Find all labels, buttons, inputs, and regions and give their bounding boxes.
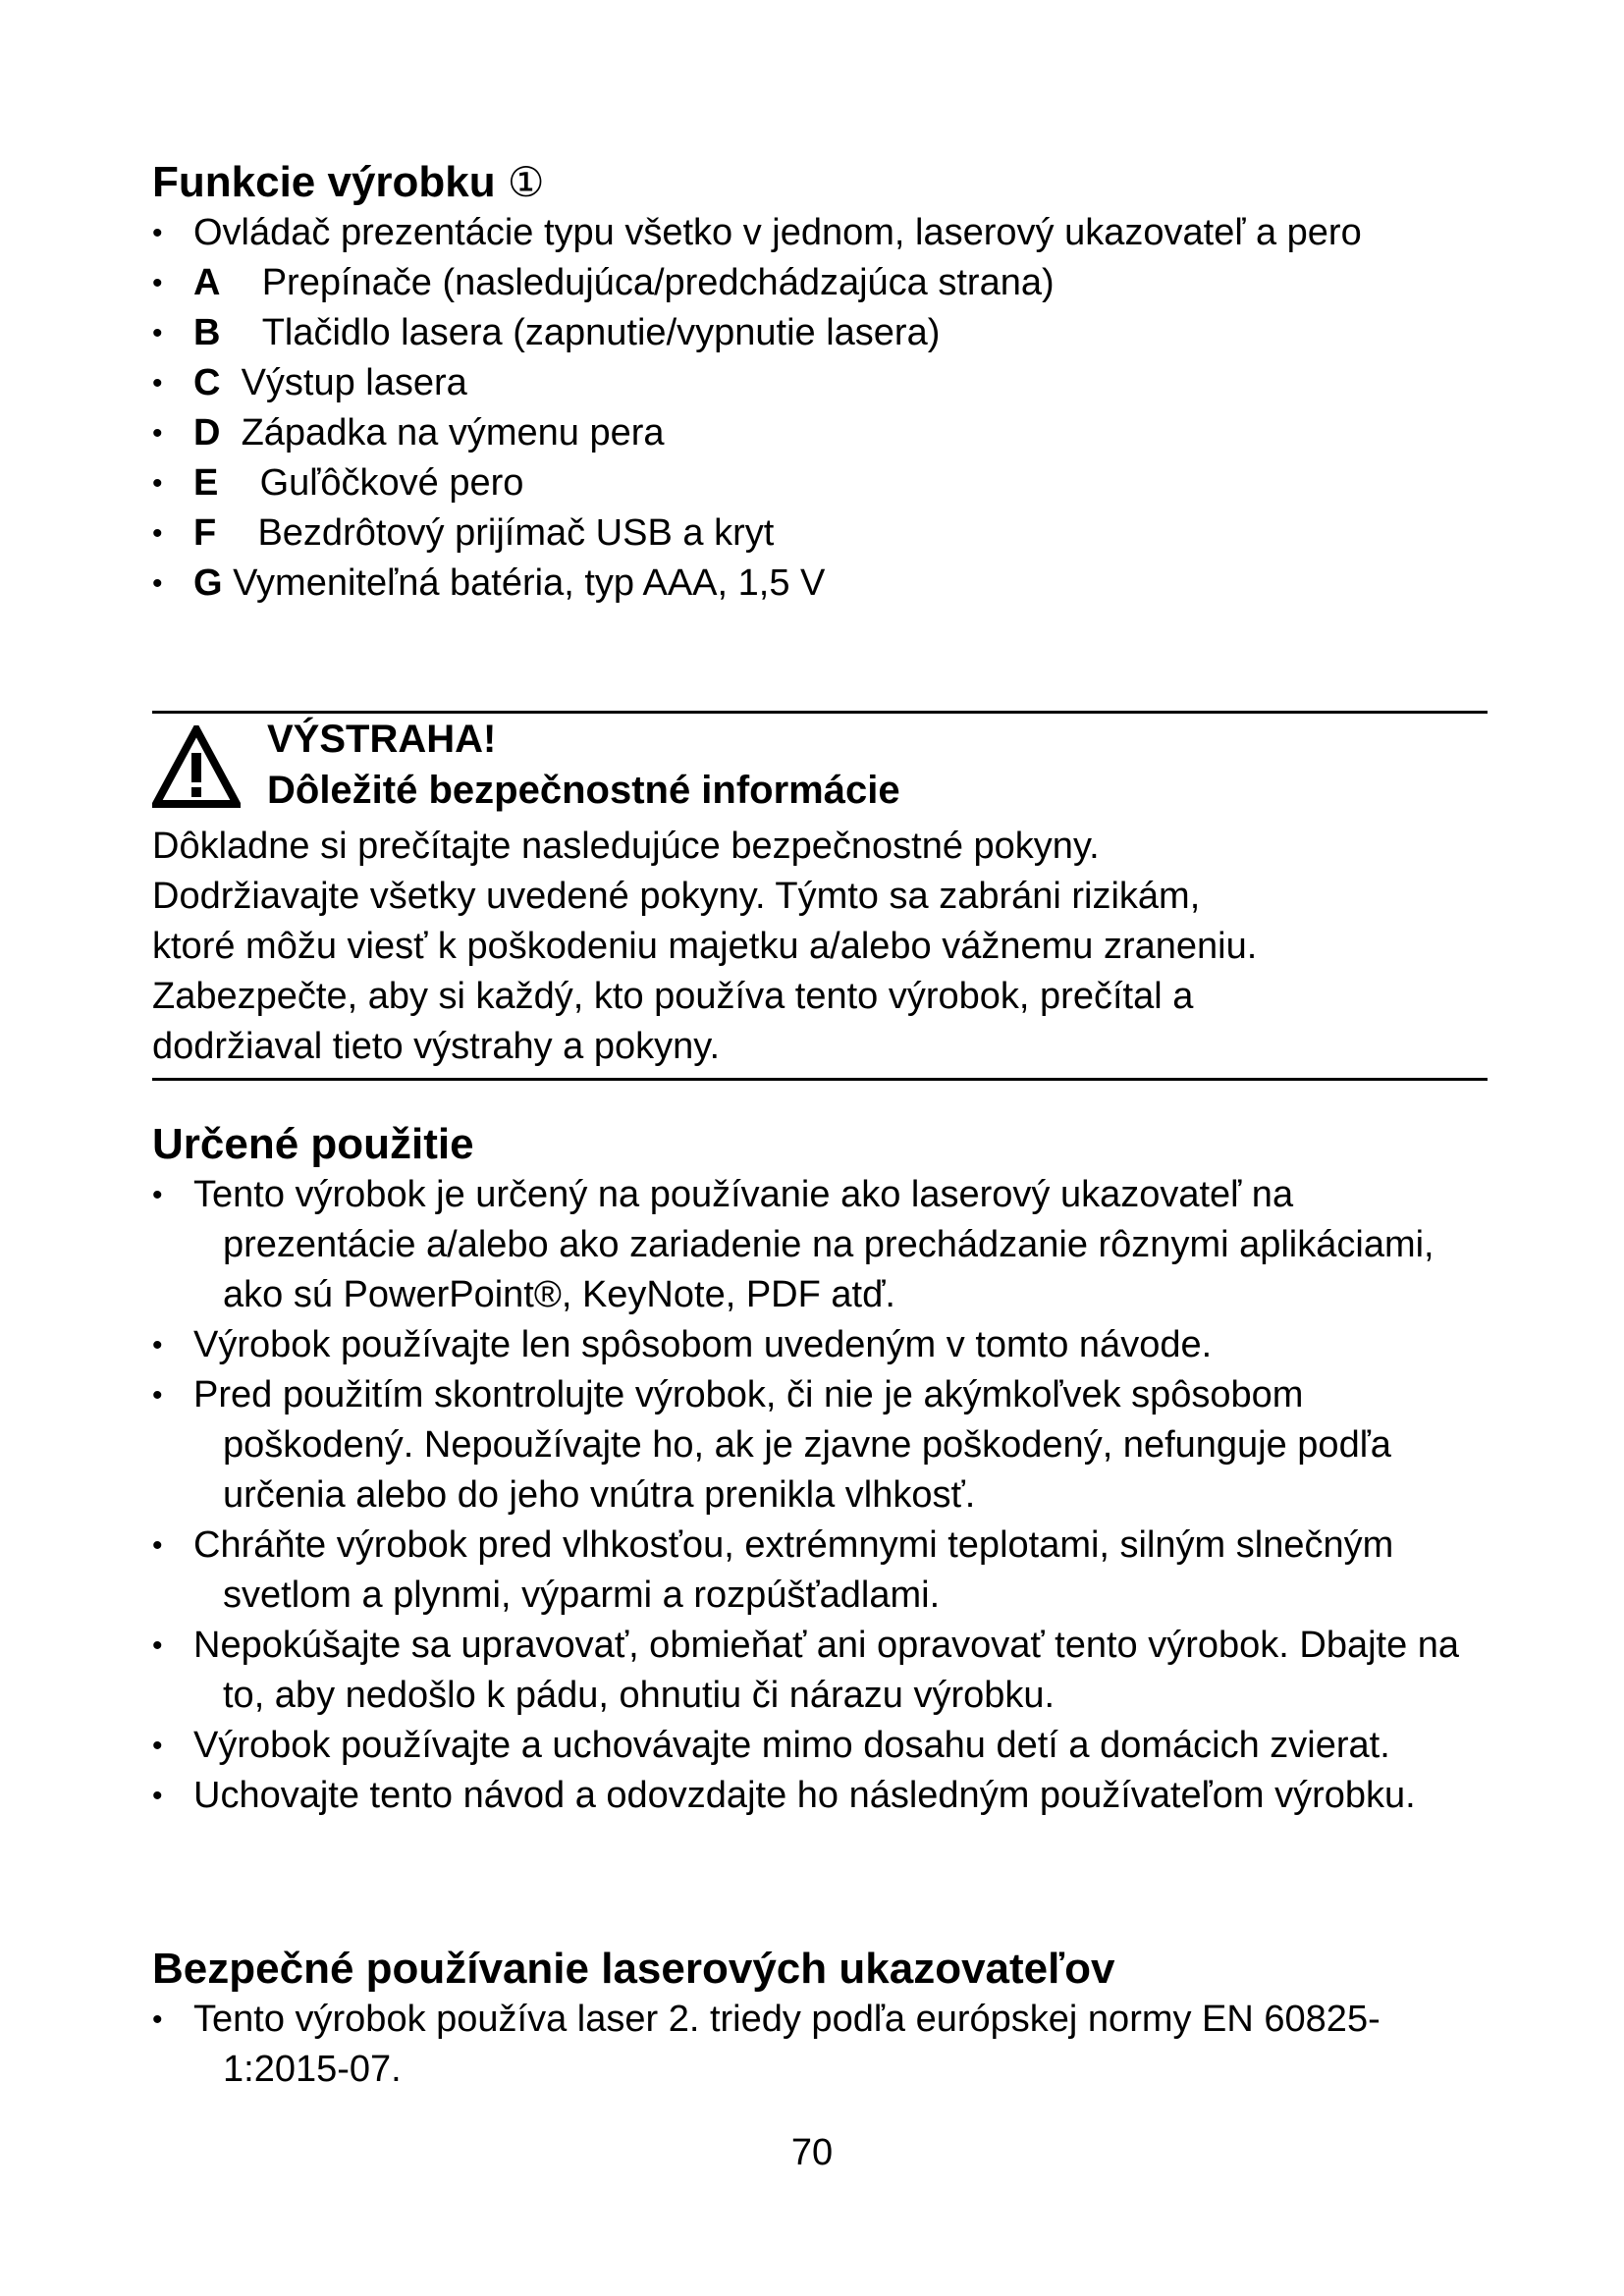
section-title-laser-safety: Bezpečné používanie laserových ukazovateľov bbox=[152, 1945, 1115, 1993]
laser-safety-list bbox=[152, 1995, 1488, 2095]
list-item: • B Tlačidlo lasera (zapnutie/vypnutie lasera) bbox=[152, 308, 1488, 358]
list-item: • Ovládač prezentácie typu všetko v jednom, laserový ukazovateľ a pero bbox=[152, 208, 1488, 258]
warning-triangle-icon bbox=[152, 725, 241, 808]
list-item: • F Bezdrôtový prijímač USB a kryt bbox=[152, 508, 1488, 559]
list-item: • G Vymeniteľná batéria, typ AAA, 1,5 V bbox=[152, 559, 1488, 609]
warning-text bbox=[152, 822, 1488, 1072]
warning-box bbox=[152, 711, 1488, 1081]
list-item: • Tento výrobok je určený na používanie ako laserový ukazovateľ na prezentácie a/alebo ako zariadenie na prechádzanie rôznymi aplikáciami, ako sú PowerPoint®, KeyNote, PDF atď. bbox=[152, 1170, 1468, 1320]
list-item: • C Výstup lasera bbox=[152, 358, 1488, 408]
list-item: • Nepokúšajte sa upravovať, obmieňať ani opravovať tento výrobok. Dbajte na to, aby nedošlo k pádu, ohnutiu či nárazu výrobku. bbox=[152, 1621, 1468, 1721]
list-item: • A Prepínače (nasledujúca/predchádzajúca strana) bbox=[152, 258, 1488, 308]
list-item: • Chráňte výrobok pred vlhkosťou, extrémnymi teplotami, silným slnečným svetlom a plynmi, výparmi a rozpúšťadlami. bbox=[152, 1521, 1468, 1621]
section-title-intended-use: Určené použitie bbox=[152, 1120, 474, 1168]
warning-line: dodržiaval tieto výstrahy a pokyny. bbox=[152, 1026, 721, 1067]
features-list bbox=[152, 208, 1488, 609]
list-item: • Uchovajte tento návod a odovzdajte ho následným používateľom výrobku. bbox=[152, 1771, 1468, 1821]
list-item: • Výrobok používajte a uchovávajte mimo dosahu detí a domácich zvierat. bbox=[152, 1721, 1468, 1771]
list-item: • Tento výrobok používa laser 2. triedy podľa európskej normy EN 60825-1:2015-07. bbox=[152, 1995, 1468, 2095]
intended-use-list bbox=[152, 1170, 1488, 1821]
warning-line: Zabezpečte, aby si každý, kto používa tento výrobok, prečítal a bbox=[152, 976, 1194, 1017]
page-number: 70 bbox=[790, 2132, 834, 2173]
warning-line: ktoré môžu viesť k poškodeniu majetku a/alebo vážnemu zraneniu. bbox=[152, 926, 1258, 967]
list-item: • D Západka na výmenu pera bbox=[152, 408, 1488, 458]
list-item: • Výrobok používajte len spôsobom uvedeným v tomto návode. bbox=[152, 1320, 1468, 1370]
divider bbox=[152, 1078, 1488, 1081]
section-laser-safety bbox=[152, 1944, 1488, 2095]
figure-marker: ① bbox=[507, 159, 545, 205]
section-title-features: Funkcie výrobku ① bbox=[152, 158, 545, 206]
warning-title: VÝSTRAHA! bbox=[267, 718, 497, 761]
section-product-features bbox=[152, 157, 1488, 609]
warning-header bbox=[152, 714, 1488, 831]
section-intended-use bbox=[152, 1119, 1488, 1821]
list-item: • E Guľôčkové pero bbox=[152, 458, 1488, 508]
warning-subtitle: Dôležité bezpečnostné informácie bbox=[267, 769, 900, 812]
warning-line: Dôkladne si prečítajte nasledujúce bezpečnostné pokyny. bbox=[152, 826, 1100, 867]
list-item: • Pred použitím skontrolujte výrobok, či nie je akýmkoľvek spôsobom poškodený. Nepoužívajte ho, ak je zjavne poškodený, nefunguje podľa určenia alebo do jeho vnútra prenikla vlhkosť. bbox=[152, 1370, 1468, 1521]
warning-line: Dodržiavajte všetky uvedené pokyny. Týmto sa zabráni rizikám, bbox=[152, 876, 1201, 917]
